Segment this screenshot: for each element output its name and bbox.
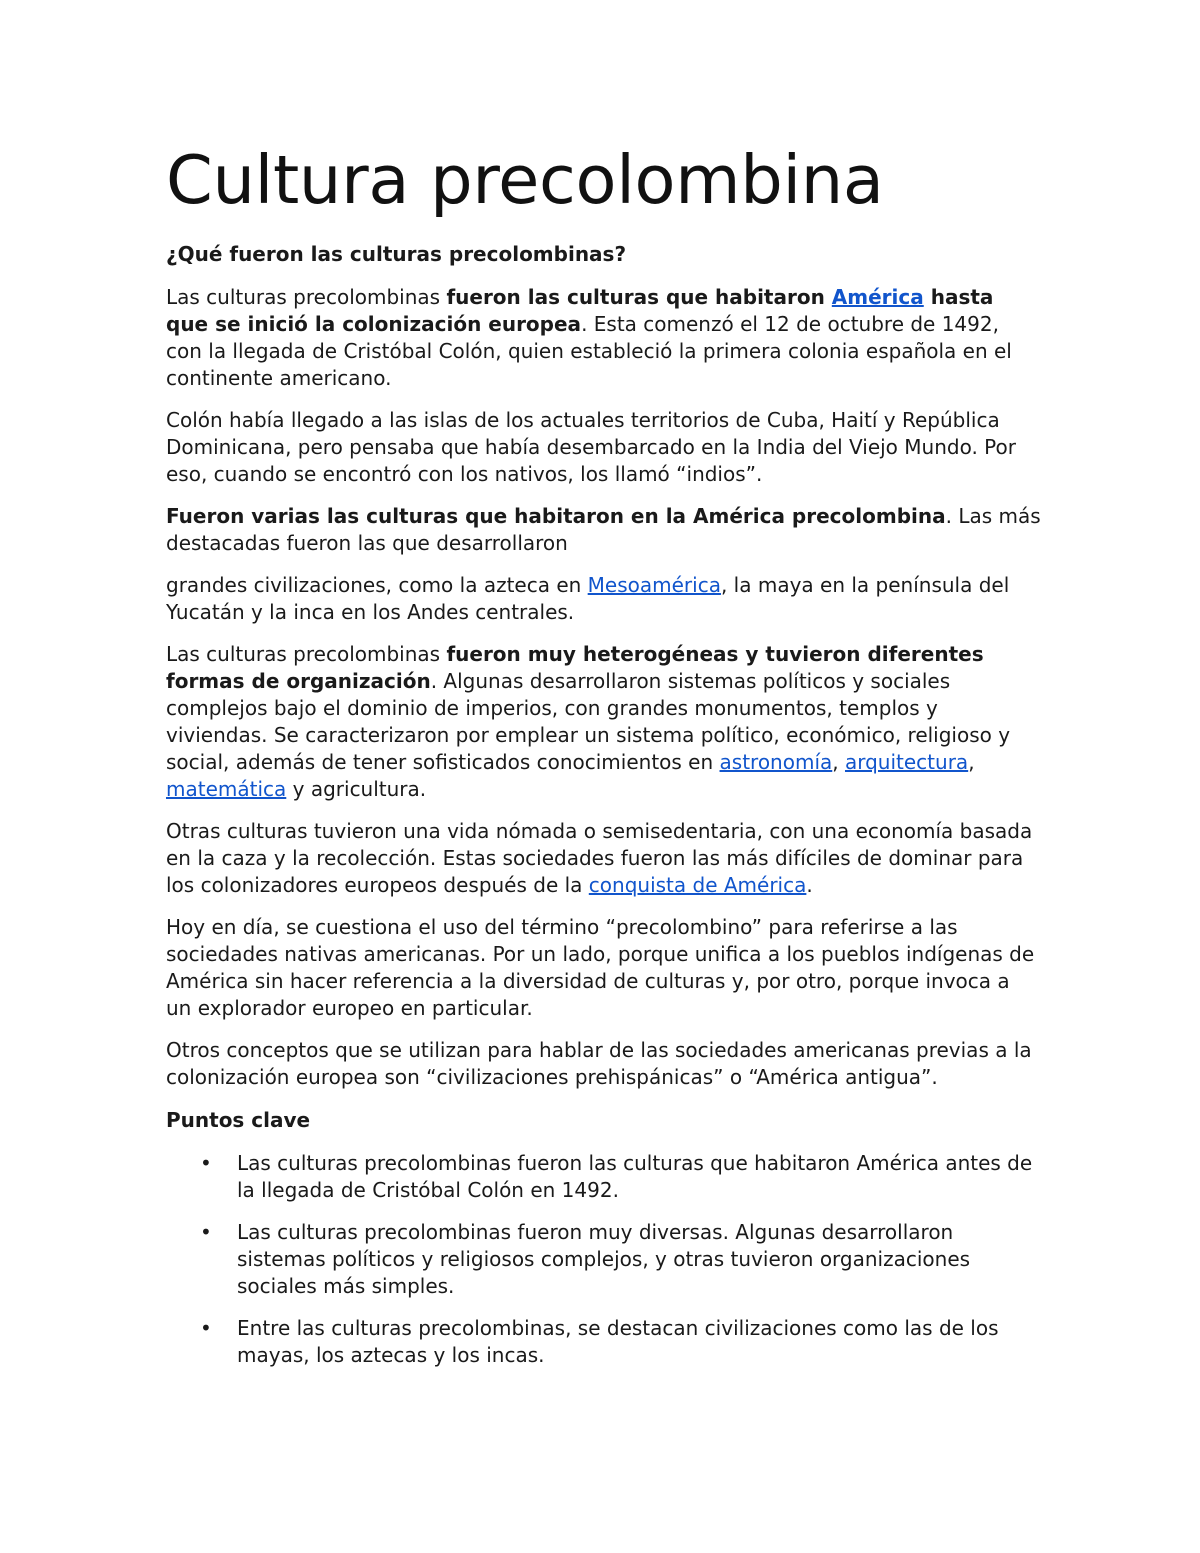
text: y agricultura.: [286, 777, 427, 801]
bullet-icon: •: [200, 1151, 212, 1175]
link-arquitectura[interactable]: arquitectura: [844, 750, 969, 774]
list-item-text: Las culturas precolombinas fueron las culturas que habitaron América antes de la llegada de Cristóbal Colón en 1492.: [237, 1151, 1033, 1202]
link-conquista-de-america[interactable]: conquista de América: [588, 873, 807, 897]
bold-text: Fueron varias las culturas que habitaron en la América precolombina: [166, 504, 946, 528]
paragraph-civilizations: [166, 572, 1041, 626]
text: .: [806, 873, 813, 897]
paragraph-heterogeneous: [166, 641, 1041, 803]
document-page: [166, 138, 1041, 1384]
text: , la maya en la península del Yucatán y la inca en los Andes centrales.: [166, 573, 1010, 624]
section-question-heading: ¿Qué fueron las culturas precolombinas?: [166, 242, 627, 266]
paragraph-term-question: Hoy en día, se cuestiona el uso del término “precolombino” para referirse a las sociedades nativas americanas. Por un lado, porque unifica a los pueblos indígenas de América sin hacer referencia a la diversidad de culturas y, por otro, porque invoca a un explorador europeo en particular.: [166, 915, 1035, 1020]
bold-text: fueron muy heterogéneas y tuvieron diferentes formas de organización: [166, 642, 984, 693]
bullet-icon: •: [200, 1316, 212, 1340]
link-matematica[interactable]: matemática: [166, 777, 287, 801]
text: Las culturas precolombinas: [166, 642, 447, 666]
text: ,: [832, 750, 845, 774]
link-mesoamerica[interactable]: Mesoamérica: [587, 573, 721, 597]
bold-text: fueron las culturas que habitaron: [446, 285, 832, 309]
bullet-icon: •: [200, 1220, 212, 1244]
list-item: [166, 1315, 1041, 1369]
text: grandes civilizaciones, como la azteca en: [166, 573, 588, 597]
link-america[interactable]: América: [831, 285, 924, 309]
key-points-list: [166, 1150, 1041, 1369]
paragraph-intro: [166, 284, 1041, 392]
text: Otras culturas tuvieron una vida nómada o semisedentaria, con una economía basada en la caza y la recolección. Estas sociedades fueron las más difíciles de dominar para los colonizadores europeos después de la: [166, 819, 1033, 897]
link-astronomia[interactable]: astronomía: [719, 750, 833, 774]
text: . Algunas desarrollaron sistemas políticos y sociales complejos bajo el dominio de imperios, con grandes monumentos, templos y viviendas. Se caracterizaron por emplear un sistema político, económico, religioso y social, además de tener sofisticados conocimientos en: [166, 669, 1011, 774]
list-item-text: Entre las culturas precolombinas, se destacan civilizaciones como las de los mayas, los aztecas y los incas.: [237, 1316, 999, 1367]
key-points-heading: Puntos clave: [166, 1108, 311, 1132]
list-item: [166, 1219, 1041, 1300]
paragraph-other-concepts: Otros conceptos que se utilizan para hablar de las sociedades americanas previas a la colonización europea son “civilizaciones prehispánicas” o “América antigua”.: [166, 1038, 1032, 1089]
text: ,: [968, 750, 975, 774]
paragraph-colon: Colón había llegado a las islas de los actuales territorios de Cuba, Haití y República Dominicana, pero pensaba que había desembarcado en la India del Viejo Mundo. Por eso, cuando se encontró con los nativos, los llamó “indios”.: [166, 408, 1016, 486]
list-item: [166, 1150, 1041, 1204]
paragraph-cultures: [166, 503, 1041, 557]
text: . Las más destacadas fueron las que desarrollaron: [166, 504, 1041, 555]
page-title: Cultura precolombina: [166, 141, 884, 219]
bold-text: hasta que se inició la colonización europea: [166, 285, 994, 336]
text: . Esta comenzó el 12 de octubre de 1492, con la llegada de Cristóbal Colón, quien estableció la primera colonia española en el continente americano.: [166, 312, 1012, 390]
text: Las culturas precolombinas: [166, 285, 447, 309]
list-item-text: Las culturas precolombinas fueron muy diversas. Algunas desarrollaron sistemas políticos y religiosos complejos, y otras tuvieron organizaciones sociales más simples.: [237, 1220, 971, 1298]
paragraph-nomadic: [166, 818, 1041, 899]
